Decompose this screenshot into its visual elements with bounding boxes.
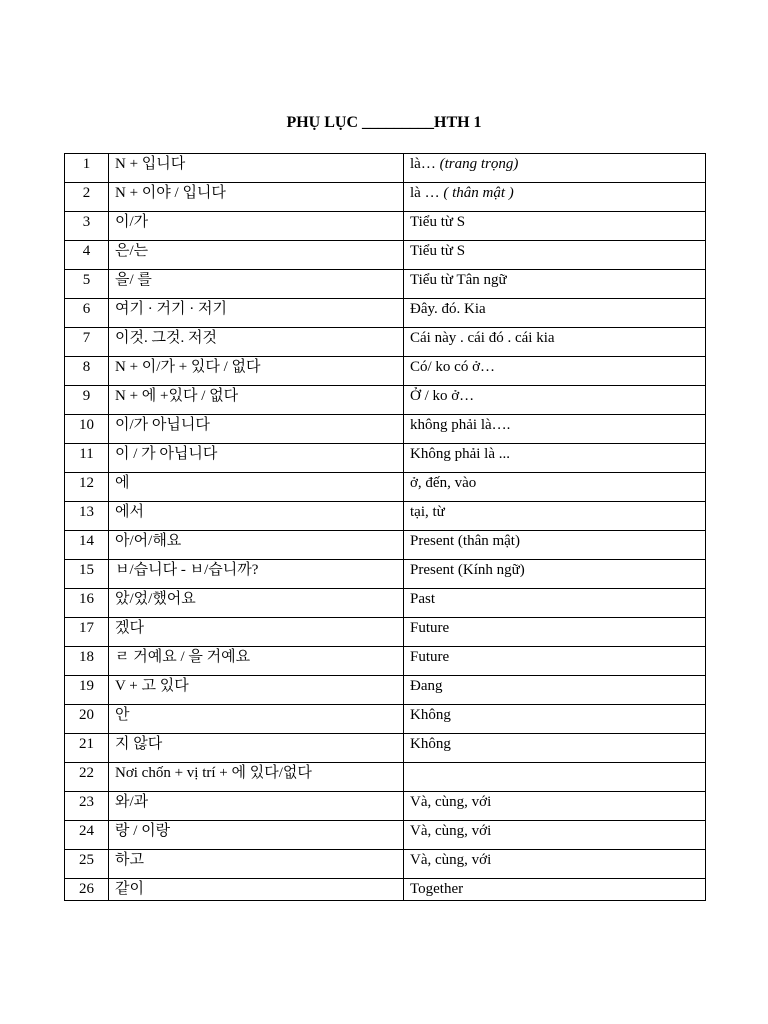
table-row bbox=[65, 357, 706, 386]
row-number: 2 bbox=[65, 183, 109, 212]
table-row bbox=[65, 879, 706, 901]
meaning-cell bbox=[404, 531, 706, 560]
meaning-text: Present (Kính ngữ) bbox=[410, 562, 525, 578]
table-row bbox=[65, 676, 706, 705]
grammar-pattern: 이것. 그것. 저것 bbox=[109, 328, 404, 357]
meaning-text: Future bbox=[410, 620, 450, 636]
meaning-cell bbox=[404, 647, 706, 676]
meaning-text: Và, cùng, với bbox=[410, 852, 492, 868]
meaning-cell bbox=[404, 270, 706, 299]
grammar-pattern: V + 고 있다 bbox=[109, 676, 404, 705]
table-row bbox=[65, 705, 706, 734]
meaning-cell bbox=[404, 212, 706, 241]
grammar-table bbox=[64, 153, 706, 901]
table-row bbox=[65, 386, 706, 415]
meaning-text: Đang bbox=[410, 678, 443, 694]
meaning-text: Present (thân mật) bbox=[410, 533, 520, 549]
meaning-text: Không phải là ... bbox=[410, 446, 510, 462]
grammar-pattern: 은/는 bbox=[109, 241, 404, 270]
row-number: 21 bbox=[65, 734, 109, 763]
row-number: 14 bbox=[65, 531, 109, 560]
page-title: PHỤ LỤC _________HTH 1 bbox=[286, 114, 482, 131]
grammar-pattern: 이 / 가 아닙니다 bbox=[109, 444, 404, 473]
table-row bbox=[65, 531, 706, 560]
table-row bbox=[65, 270, 706, 299]
grammar-pattern: 같이 bbox=[109, 879, 404, 901]
meaning-cell bbox=[404, 502, 706, 531]
table-row bbox=[65, 821, 706, 850]
meaning-text: Tiểu từ S bbox=[410, 214, 466, 230]
table-row bbox=[65, 154, 706, 183]
row-number: 7 bbox=[65, 328, 109, 357]
table-row bbox=[65, 299, 706, 328]
row-number: 20 bbox=[65, 705, 109, 734]
meaning-cell bbox=[404, 241, 706, 270]
table-row bbox=[65, 560, 706, 589]
meaning-cell bbox=[404, 676, 706, 705]
meaning-text: tại, từ bbox=[410, 504, 445, 520]
meaning-text: Không bbox=[410, 736, 451, 752]
meaning-text: Không bbox=[410, 707, 451, 723]
grammar-pattern: 에 bbox=[109, 473, 404, 502]
table-row bbox=[65, 212, 706, 241]
grammar-pattern: 았/었/했어요 bbox=[109, 589, 404, 618]
row-number: 9 bbox=[65, 386, 109, 415]
table-row bbox=[65, 618, 706, 647]
table-row bbox=[65, 763, 706, 792]
meaning-text: Ở / ko ở… bbox=[410, 388, 475, 404]
table-row bbox=[65, 444, 706, 473]
table-row bbox=[65, 241, 706, 270]
grammar-pattern: 을/ 를 bbox=[109, 270, 404, 299]
grammar-pattern: 이/가 아닙니다 bbox=[109, 415, 404, 444]
meaning-text: là … bbox=[410, 185, 444, 201]
table-row bbox=[65, 589, 706, 618]
grammar-pattern: Nơi chốn + vị trí + 에 있다/없다 bbox=[109, 763, 404, 792]
meaning-text: Together bbox=[410, 881, 464, 897]
grammar-pattern: ㄹ 거예요 / 을 거예요 bbox=[109, 647, 404, 676]
table-body bbox=[65, 154, 706, 901]
meaning-text: Và, cùng, với bbox=[410, 794, 492, 810]
row-number: 12 bbox=[65, 473, 109, 502]
meaning-text: không phải là…. bbox=[410, 417, 511, 433]
meaning-text: Và, cùng, với bbox=[410, 823, 492, 839]
row-number: 17 bbox=[65, 618, 109, 647]
table-row bbox=[65, 183, 706, 212]
grammar-pattern: 와/과 bbox=[109, 792, 404, 821]
row-number: 5 bbox=[65, 270, 109, 299]
meaning-cell bbox=[404, 299, 706, 328]
row-number: 10 bbox=[65, 415, 109, 444]
meaning-cell bbox=[404, 705, 706, 734]
meaning-text: ở, đến, vào bbox=[410, 475, 477, 491]
meaning-cell bbox=[404, 850, 706, 879]
meaning-cell bbox=[404, 415, 706, 444]
row-number: 18 bbox=[65, 647, 109, 676]
meaning-text: Future bbox=[410, 649, 450, 665]
meaning-cell bbox=[404, 821, 706, 850]
row-number: 3 bbox=[65, 212, 109, 241]
row-number: 4 bbox=[65, 241, 109, 270]
grammar-pattern: N + 에 +있다 / 없다 bbox=[109, 386, 404, 415]
row-number: 23 bbox=[65, 792, 109, 821]
meaning-cell bbox=[404, 734, 706, 763]
meaning-cell bbox=[404, 183, 706, 212]
grammar-pattern: 겠다 bbox=[109, 618, 404, 647]
grammar-pattern: 랑 / 이랑 bbox=[109, 821, 404, 850]
grammar-pattern: 이/가 bbox=[109, 212, 404, 241]
table-row bbox=[65, 415, 706, 444]
grammar-pattern: 안 bbox=[109, 705, 404, 734]
table-row bbox=[65, 850, 706, 879]
meaning-cell bbox=[404, 473, 706, 502]
meaning-cell bbox=[404, 357, 706, 386]
row-number: 1 bbox=[65, 154, 109, 183]
meaning-text: Cái này . cái đó . cái kia bbox=[410, 330, 555, 346]
row-number: 22 bbox=[65, 763, 109, 792]
meaning-text: Past bbox=[410, 591, 436, 607]
meaning-cell bbox=[404, 618, 706, 647]
row-number: 11 bbox=[65, 444, 109, 473]
table-row bbox=[65, 328, 706, 357]
row-number: 6 bbox=[65, 299, 109, 328]
row-number: 16 bbox=[65, 589, 109, 618]
grammar-pattern: N + 이/가 + 있다 / 없다 bbox=[109, 357, 404, 386]
meaning-note: ( thân mật ) bbox=[443, 185, 514, 201]
meaning-text: là… bbox=[410, 156, 440, 172]
meaning-text: Có/ ko có ở… bbox=[410, 359, 496, 375]
row-number: 15 bbox=[65, 560, 109, 589]
grammar-pattern: ㅂ/습니다 - ㅂ/습니까? bbox=[109, 560, 404, 589]
table-row bbox=[65, 473, 706, 502]
row-number: 25 bbox=[65, 850, 109, 879]
grammar-pattern: 여기 · 거기 · 저기 bbox=[109, 299, 404, 328]
meaning-cell bbox=[404, 444, 706, 473]
meaning-cell bbox=[404, 879, 706, 901]
row-number: 26 bbox=[65, 879, 109, 901]
meaning-text: Tiểu từ S bbox=[410, 243, 466, 259]
meaning-text: Tiểu từ Tân ngữ bbox=[410, 272, 507, 288]
meaning-cell bbox=[404, 328, 706, 357]
row-number: 24 bbox=[65, 821, 109, 850]
grammar-pattern: 아/어/해요 bbox=[109, 531, 404, 560]
meaning-cell bbox=[404, 560, 706, 589]
meaning-cell bbox=[404, 763, 706, 792]
grammar-pattern: 하고 bbox=[109, 850, 404, 879]
table-row bbox=[65, 792, 706, 821]
meaning-cell bbox=[404, 589, 706, 618]
meaning-cell bbox=[404, 154, 706, 183]
table-row bbox=[65, 734, 706, 763]
meaning-text: Đây. đó. Kia bbox=[410, 301, 486, 317]
meaning-note: (trang trọng) bbox=[439, 156, 519, 172]
grammar-pattern: N + 입니다 bbox=[109, 154, 404, 183]
grammar-pattern: 지 않다 bbox=[109, 734, 404, 763]
grammar-pattern: N + 이야 / 입니다 bbox=[109, 183, 404, 212]
table-row bbox=[65, 502, 706, 531]
grammar-pattern: 에서 bbox=[109, 502, 404, 531]
meaning-cell bbox=[404, 792, 706, 821]
row-number: 19 bbox=[65, 676, 109, 705]
row-number: 8 bbox=[65, 357, 109, 386]
table-row bbox=[65, 647, 706, 676]
row-number: 13 bbox=[65, 502, 109, 531]
meaning-cell bbox=[404, 386, 706, 415]
